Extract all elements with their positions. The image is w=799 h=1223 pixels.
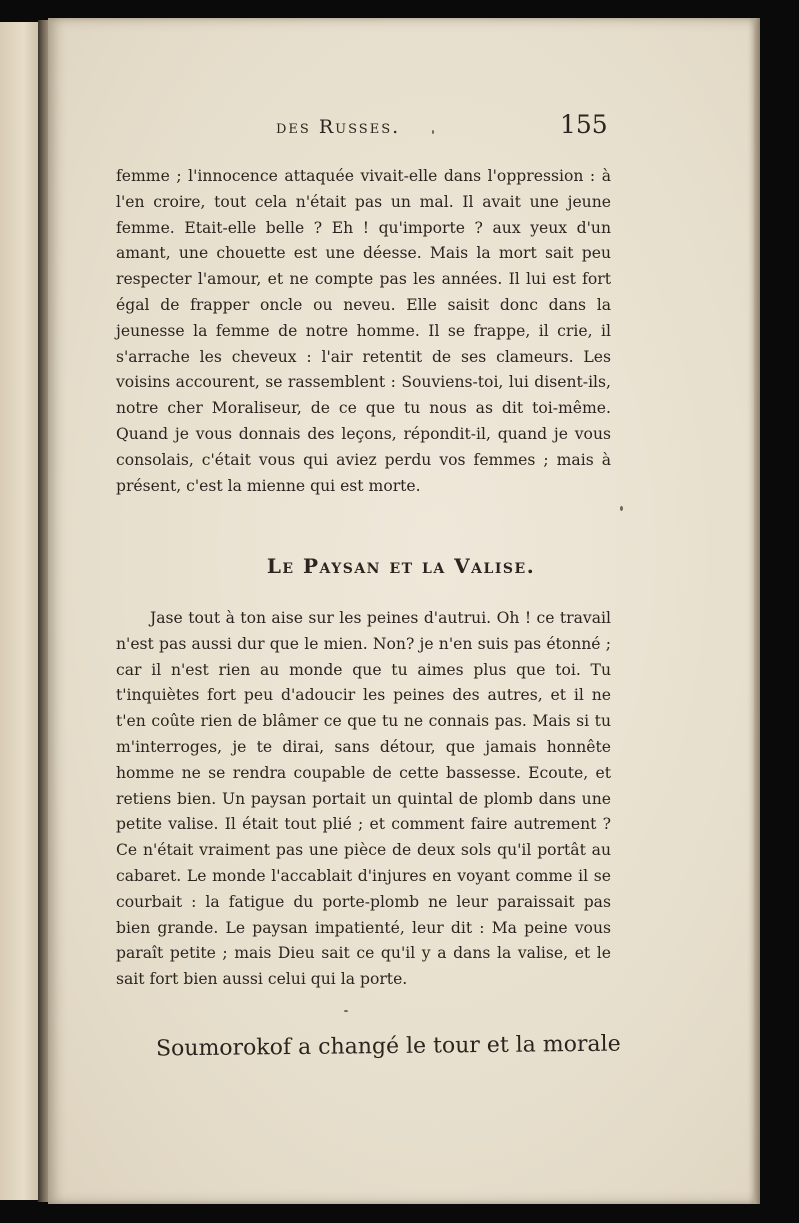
paper-speck [344, 1010, 348, 1012]
handwritten-note: Soumorokof a changé le tour et la morale [155, 1031, 621, 1062]
book-page [48, 18, 754, 1204]
running-title: des Russes. [276, 116, 401, 138]
paper-speck [432, 130, 434, 134]
running-head [48, 106, 754, 146]
fable-title: Le Paysan et la Valise. [266, 554, 536, 578]
body-paragraph: Jase tout à ton aise sur les peines d'autrui. Oh ! ce travail n'est pas aussi dur que le mien. Non? je n'en suis pas étonné ; car il n'est rien au monde que tu aimes plus que toi. Tu t'inquiètes fort peu d'adoucir les peines des autres, et il ne t'en coûte rien de blâmer ce que tu ne connais pas. Mais si tu m'interroges, je te dirai, sans détour, que jamais honnête homme ne se rendra coupable de cette bassesse. Ecoute, et retiens bien. Un paysan portait un quintal de plomb dans une petite valise. Il était tout plié ; et comment faire autrement ? Ce n'était vraiment pas une pièce de deux sols qu'il portât au cabaret. Le monde l'accablait d'injures en voyant comme il se courbait : la fatigue du porte-plomb ne leur paraissait pas bien grande. Le paysan impatienté, leur dit : Ma peine vous paraît petite ; mais Dieu sait ce qu'il y a dans la valise, et le sait fort bien aussi celui qui la porte. [116, 609, 611, 989]
paper-speck [620, 506, 623, 511]
page-number: 155 [560, 110, 608, 139]
body-paragraph: femme ; l'innocence attaquée vivait-elle dans l'oppression : à l'en croire, tout cela n'était pas un mal. Il avait une jeune femme. Etait-elle belle ? Eh ! qu'importe ? aux yeux d'un amant, une chouette est une déesse. Mais la mort sait peu respecter l'amour, et ne compte pas les années. Il lui est fort égal de frapper oncle ou neveu. Elle saisit donc dans la jeunesse la femme de notre homme. Il se frappe, il crie, il s'arrache les cheveux : l'air retentit de ses clameurs. Les voisins accourent, se rassemblent : Souviens-toi, lui disent-ils, notre cher Moraliseur, de ce que tu nous as dit toi-même. Quand je vous donnais des leçons, répondit-il, quand je vous consolais, c'était vous qui aviez perdu vos femmes ; mais à présent, c'est la mienne qui est morte. [116, 167, 611, 495]
left-page-edge [0, 22, 40, 1200]
